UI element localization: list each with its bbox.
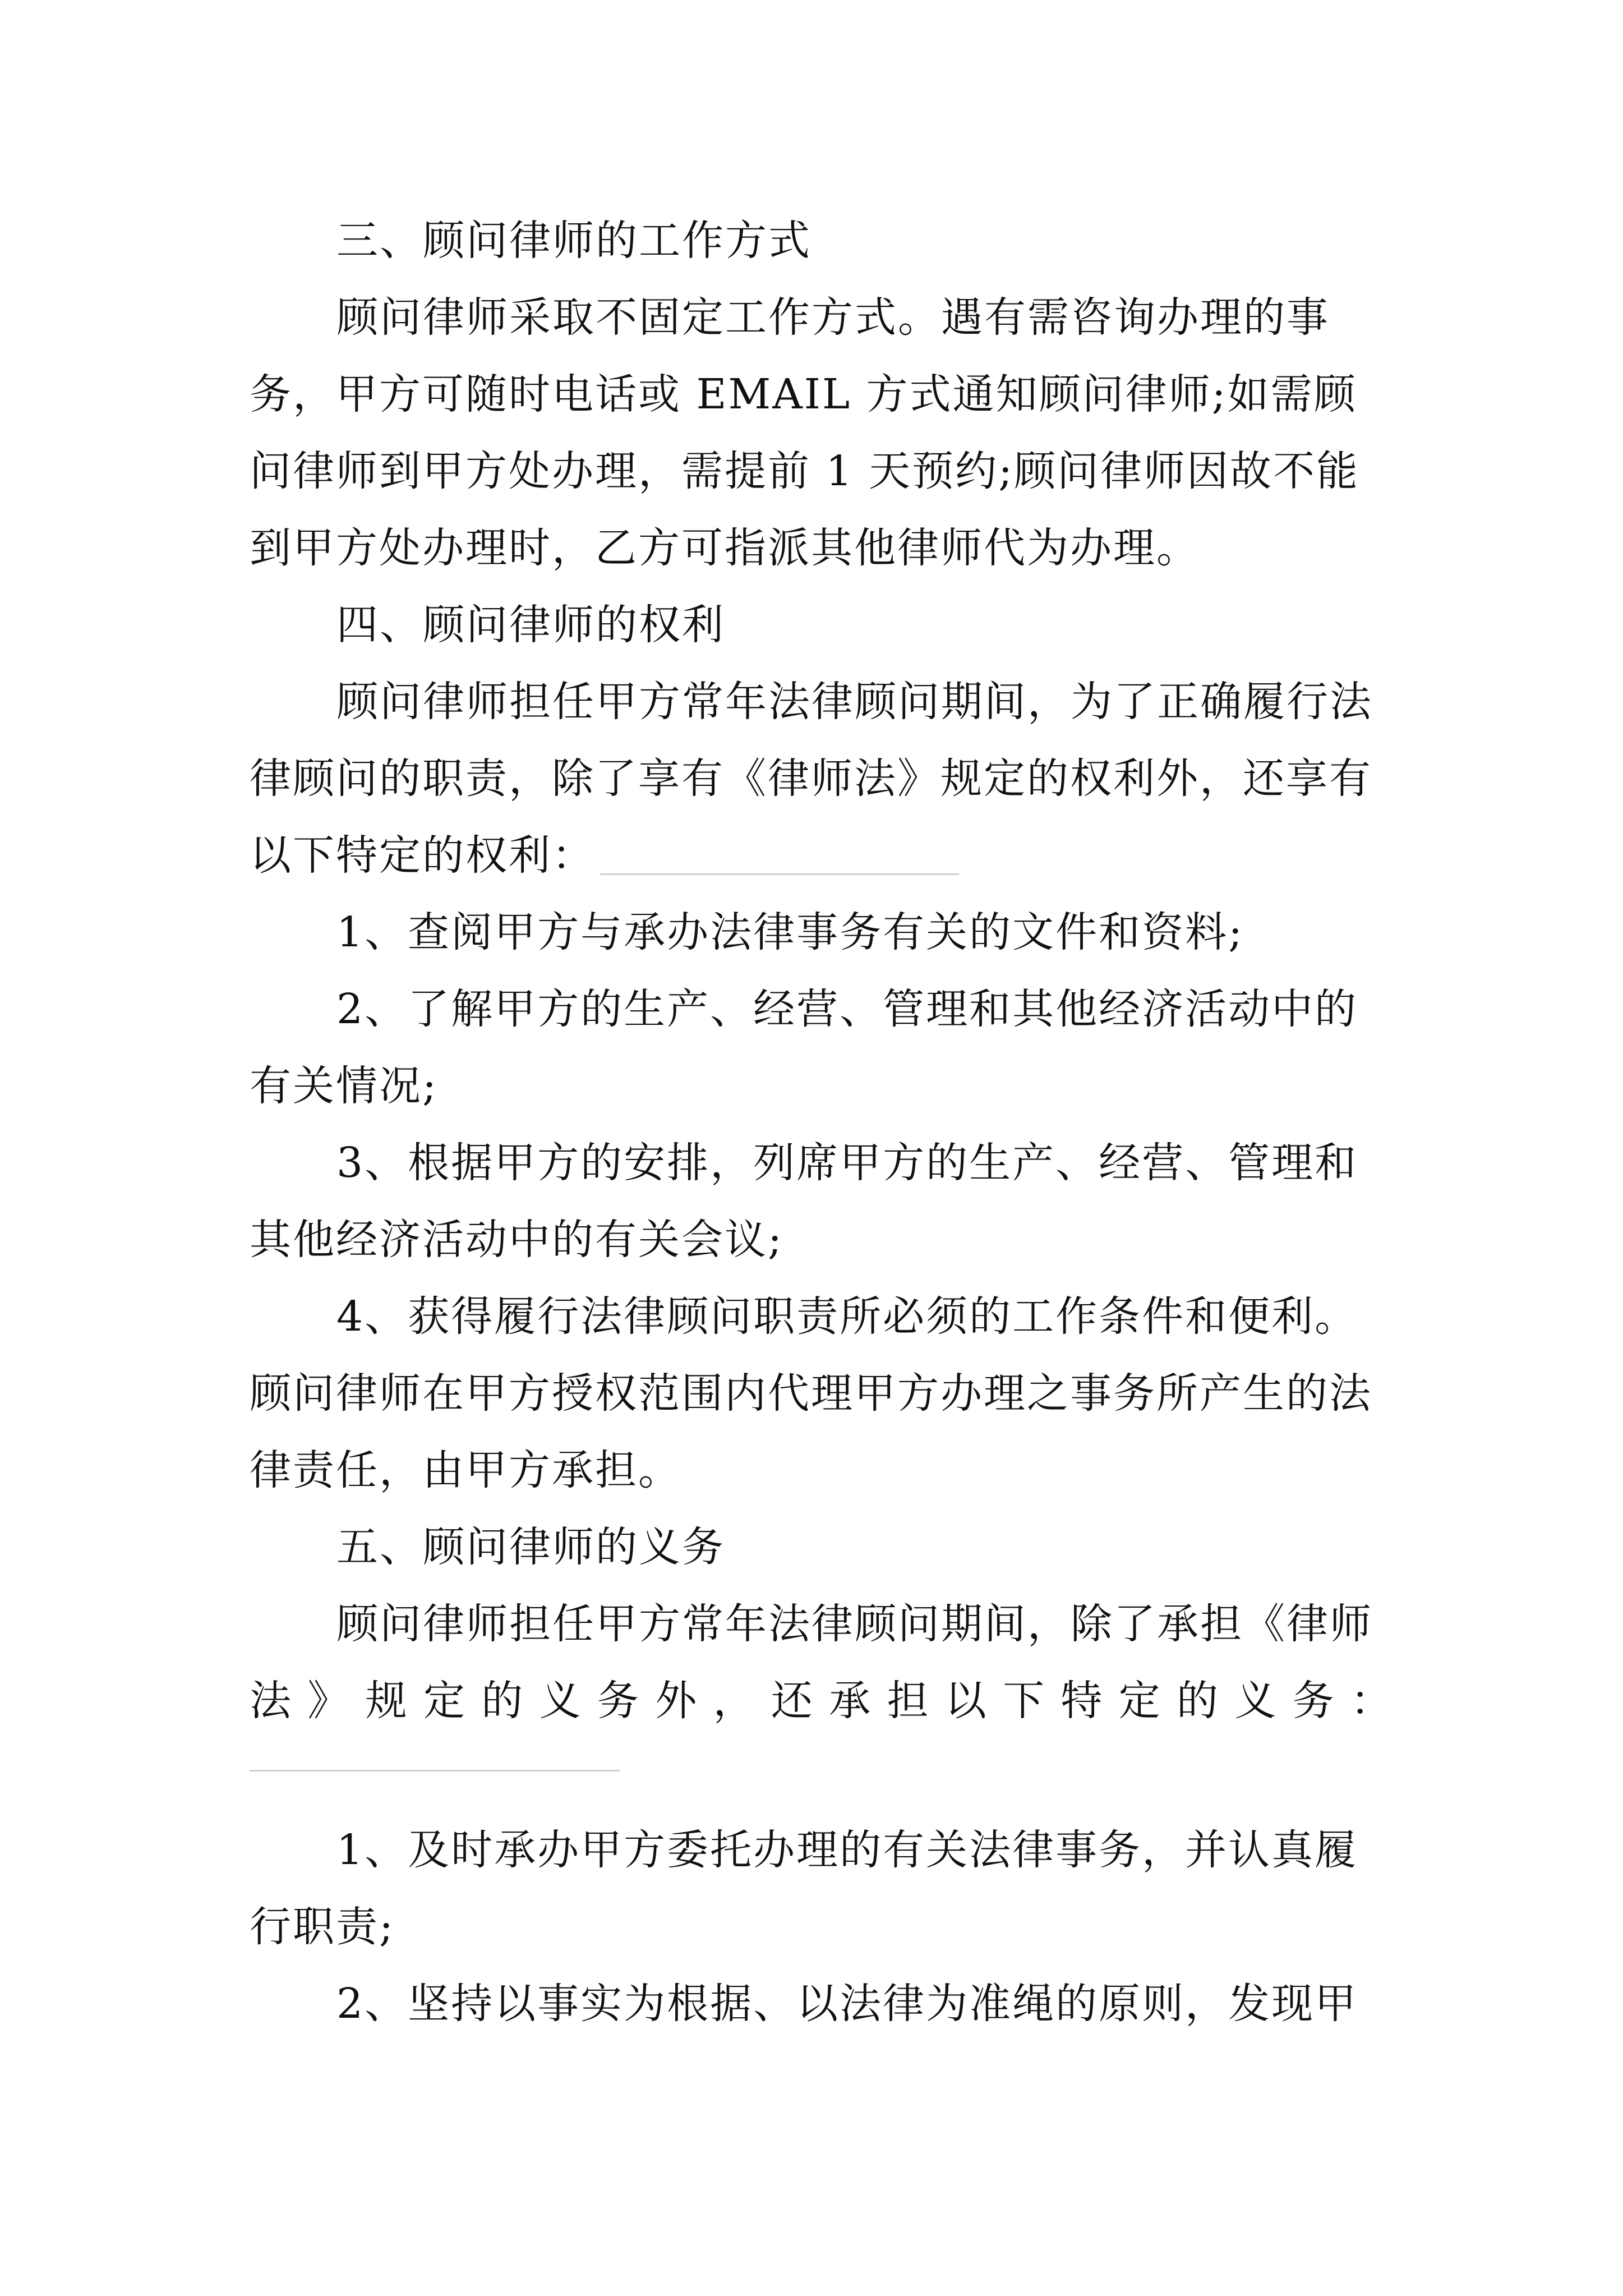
rights-item-2: 2、了解甲方的生产、经营、管理和其他经济活动中的有关情况; (250, 985, 1358, 1110)
section-4-heading: 四、顾问律师的权利 (336, 601, 725, 649)
fill-in-blank-line (250, 1770, 620, 1772)
rights-item-4: 4、获得履行法律顾问职责所必须的工作条件和便利。顾问律师在甲方授权范围内代理甲方办理之事务所产生的法律责任，由甲方承担。 (250, 1292, 1372, 1494)
justified-text-line (250, 1663, 1394, 1740)
justified-char: 的 (1177, 1677, 1220, 1725)
justified-char: 下 (1003, 1677, 1046, 1725)
justified-char: 还 (771, 1677, 814, 1725)
section-3-body: 顾问律师采取不固定工作方式。遇有需咨询办理的事务，甲方可随时电话或 EMAIL 方式通知顾问律师;如需顾问律师到甲方处办理，需提前 1 天预约;顾问律师因故不能到甲方处办理时，乙方可指派其他律师代为办理。 (250, 293, 1360, 572)
rights-item-3: 3、根据甲方的安排，列席甲方的生产、经营、管理和其他经济活动中的有关会议; (250, 1139, 1358, 1264)
duties-item-1: 1、及时承办甲方委托办理的有关法律事务，并认真履行职责; (250, 1826, 1358, 1951)
justified-char: 务 (1292, 1677, 1336, 1725)
justified-char: 承 (829, 1677, 873, 1725)
justified-char: 义 (539, 1677, 583, 1725)
justified-char: 外 (655, 1677, 699, 1725)
rights-item-1: 1、查阅甲方与承办法律事务有关的文件和资料; (336, 908, 1244, 956)
section-5-heading: 五、顾问律师的义务 (336, 1523, 725, 1571)
justified-char: ： (1350, 1677, 1394, 1725)
justified-char: 担 (887, 1677, 930, 1725)
section-4-intro: 顾问律师担任甲方常年法律顾问期间，为了正确履行法律顾问的职责，除了享有《律师法》规定的权利外，还享有以下特定的权利： (250, 678, 1373, 880)
fill-in-blank-line (600, 873, 959, 875)
justified-char: 以 (944, 1677, 988, 1725)
section-3-heading: 三、顾问律师的工作方式 (336, 217, 811, 265)
justified-char: 务 (597, 1677, 640, 1725)
section-5-intro-line-1: 顾问律师担任甲方常年法律顾问期间，除了承担《律师 (336, 1600, 1373, 1648)
justified-char: 特 (1061, 1677, 1104, 1725)
justified-char: 的 (481, 1677, 525, 1725)
section-5-intro-line-2 (250, 1663, 1399, 1740)
justified-char: 定 (1118, 1677, 1162, 1725)
justified-char: 》 (307, 1677, 351, 1725)
justified-char: 义 (1234, 1677, 1278, 1725)
justified-char: ， (713, 1677, 757, 1725)
justified-char: 定 (423, 1677, 467, 1725)
justified-char: 法 (250, 1677, 293, 1725)
duties-item-2: 2、坚持以事实为根据、以法律为准绳的原则，发现甲 (336, 1980, 1358, 2028)
justified-char: 规 (365, 1677, 409, 1725)
